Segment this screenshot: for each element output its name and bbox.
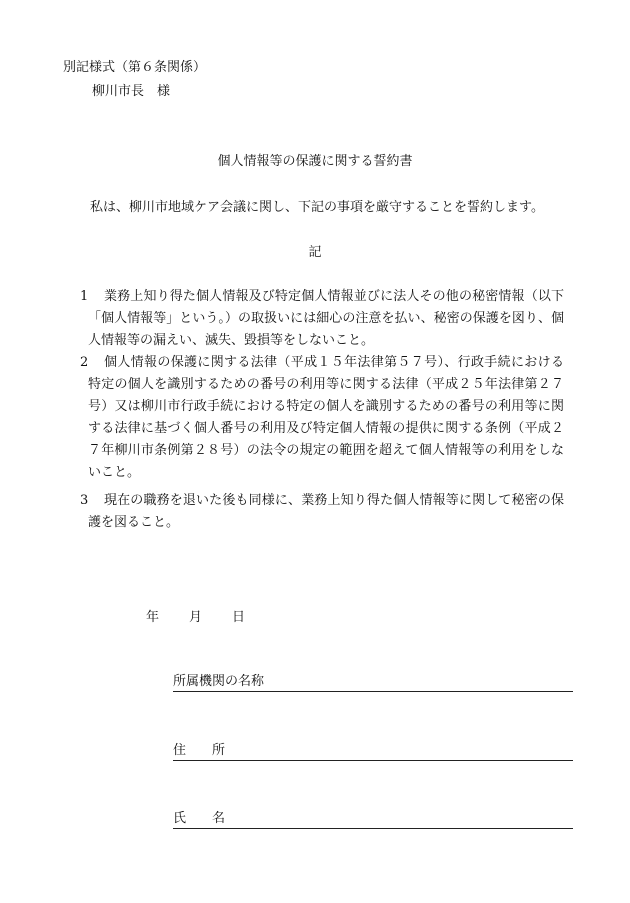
addressee: 柳川市長 様	[92, 84, 171, 99]
clause-number: 1	[80, 289, 89, 304]
clause-text: 業務上知り得た個人情報及び特定個人情報並びに法人その他の秘密情報（以下「個人情報等」という。）の取扱いには細心の注意を払い、秘密の保護を図り、個人情報等の漏えい、滅失、毀損等をしないこと。	[88, 289, 564, 348]
clause-text: 個人情報の保護に関する法律（平成１５年法律第５７号）、行政手続における特定の個人を識別するための番号の利用等に関する法律（平成２５年法律第２７号）又は柳川市行政手続における特定の個人を識別するための番号の利用等に関する法律に基づく個人番号の利用及び特定個人情報の提供に関する条例（平成２７年柳川市条例第２８号）の法令の規定の範囲を超えて個人情報等の利用をしないこと。	[88, 355, 564, 480]
date-row	[146, 606, 245, 625]
clause-1	[80, 286, 564, 352]
address-label: 住 所	[173, 743, 226, 758]
clause-number: 3	[80, 493, 89, 508]
form-label: 別記様式（第６条関係）	[63, 60, 207, 75]
name-field[interactable]	[173, 808, 573, 829]
date-year-label: 年	[146, 610, 160, 625]
affiliation-label: 所属機関の名称	[173, 674, 265, 689]
document-title: 個人情報等の保護に関する誓約書	[217, 154, 413, 169]
address-field[interactable]	[173, 740, 573, 761]
name-label: 氏 名	[173, 811, 226, 826]
date-day-label: 日	[232, 610, 246, 625]
clause-3	[80, 490, 564, 534]
ki-heading: 記	[308, 245, 322, 260]
pledge-statement: 私は、柳川市地域ケア会議に関し、下記の事項を厳守することを誓約します。	[90, 200, 544, 215]
clause-2	[80, 352, 564, 484]
affiliation-field[interactable]	[173, 671, 573, 692]
clause-text: 現在の職務を退いた後も同様に、業務上知り得た個人情報等に関して秘密の保護を図ること。	[88, 493, 564, 530]
date-month-label: 月	[189, 610, 203, 625]
clause-number: 2	[80, 355, 89, 370]
